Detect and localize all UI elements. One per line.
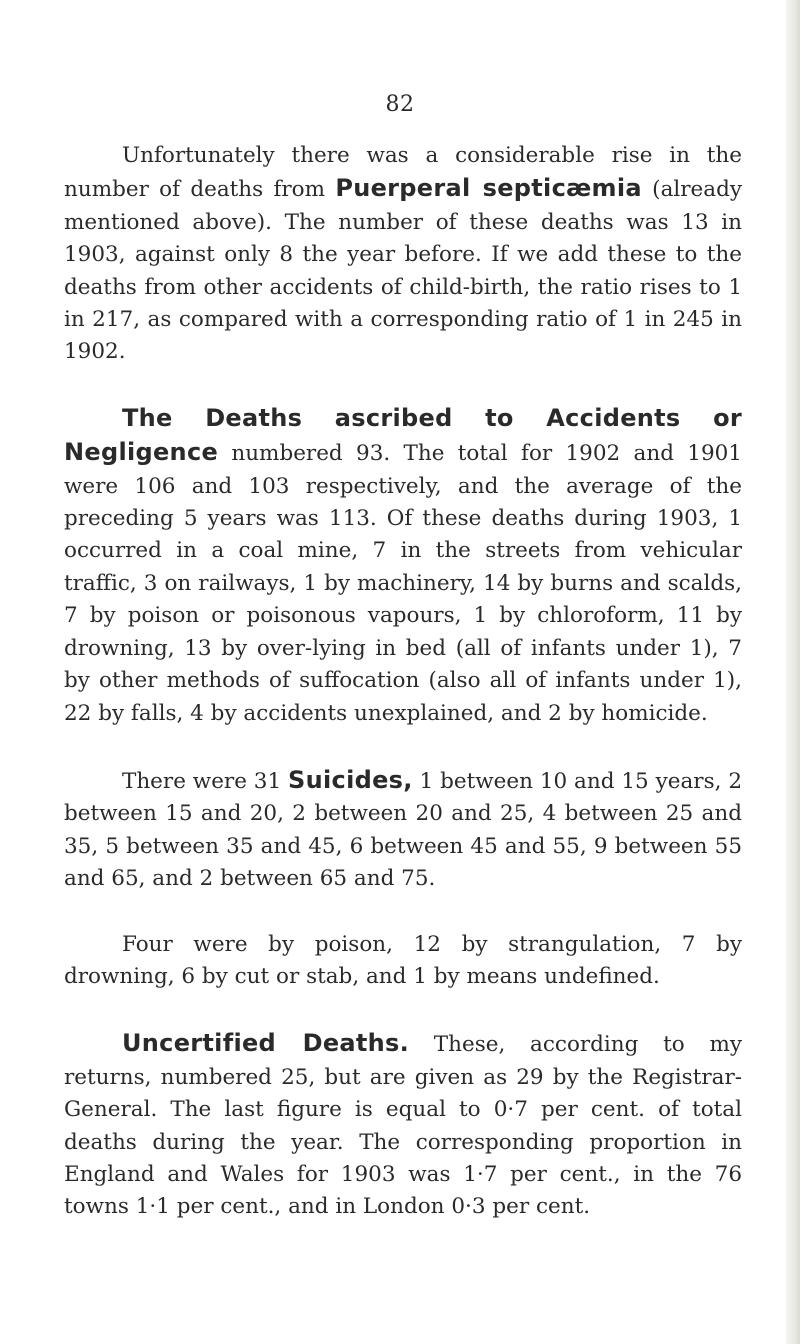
paragraph-text: (already mentioned above). The number of these deaths was 13 in 1903, against only 8 the year before. If we add these to the deaths from other accidents of child-birth, the ratio rises to 1 in 217, as compared with a corresponding ratio of 1 in 245 in 1902.	[64, 177, 742, 365]
paragraph-text: 1 between 10 and 15 years, 2 between 15 and 20, 2 between 20 and 25, 4 between 25 and 35, 5 between 35 and 45, 6 between 45 and 55, 9 between 55 and 65, and 2 between 65 and 75.	[64, 768, 742, 892]
paragraph-text: numbered 93. The total for 1902 and 1901 were 106 and 103 respectively, and the average of the preceding 5 years was 113. Of these deaths during 1903, 1 occurred in a coal mine, 7 in the streets from vehicular traffic, 3 on railways, 1 by machinery, 14 by burns and scalds, 7 by poison or poisonous vapours, 1 by chloroform, 11 by drowning, 13 by over-lying in bed (all of infants under 1), 7 by other methods of suffocation (also all of infants under 1), 22 by falls, 4 by accidents unexplained, and 2 by homicide.	[64, 441, 742, 726]
paragraph-text: Four were by poison, 12 by strangulation, 7 by drowning, 6 by cut or stab, and 1 by means undefined.	[64, 931, 742, 989]
inline-heading-accidents-negligence: The Deaths ascribed to Accidents or Negligence	[64, 403, 742, 467]
paragraph-suicide-methods	[64, 929, 742, 994]
paragraph-text: These, according to my returns, numbered 25, but are given as 29 by the Registrar-General. The last figure is equal to 0·7 per cent. of total deaths during the year. The corresponding proportion in England and Wales for 1903 was 1·7 per cent., in the 76 towns 1·1 per cent., and in London 0·3 per cent.	[64, 1032, 743, 1220]
paragraph-text-lead: There were 31	[122, 768, 289, 794]
inline-heading-uncertified-deaths: Uncertified Deaths.	[122, 1029, 410, 1058]
paragraph-text-lead: Unfortunately there was a considerable rise in the number of deaths from	[64, 143, 742, 203]
paragraph-puerperal-septicaemia	[64, 140, 742, 369]
paragraph-uncertified-deaths	[64, 1027, 742, 1223]
paragraph-suicides	[64, 764, 742, 896]
paragraph-accidents-negligence	[64, 402, 742, 730]
inline-heading-puerperal-septicaemia: Puerperal septicæmia	[335, 174, 642, 203]
page-edge-shadow	[786, 0, 800, 1344]
inline-heading-suicides: Suicides,	[288, 765, 413, 794]
page-number: 82	[385, 92, 415, 117]
page-body	[64, 140, 742, 1224]
